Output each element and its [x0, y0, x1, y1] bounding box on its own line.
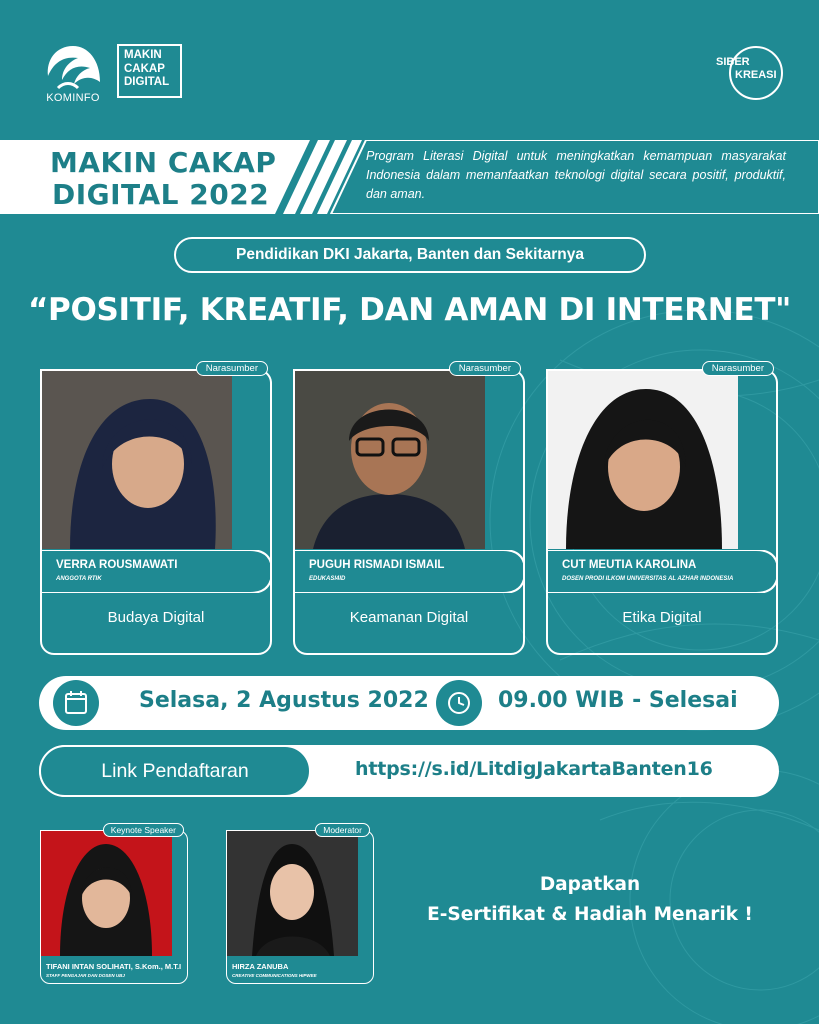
role-tag: Moderator: [315, 823, 370, 837]
card-frame: [226, 830, 374, 984]
region-label: Pendidikan DKI Jakarta, Banten dan Sekitarnya: [174, 237, 646, 273]
speaker-name: VERRA ROUSMAWATI: [56, 559, 178, 571]
siber-logo-line: KREASI: [735, 69, 777, 81]
speaker-affiliation: EDUKASI4ID: [309, 576, 346, 582]
siber-logo-line: SIBER: [716, 56, 750, 68]
card-frame: [40, 830, 188, 984]
mcd-logo-line: DIGITAL: [124, 76, 170, 88]
kominfo-label: KOMINFO: [46, 92, 100, 104]
registration-label: Link Pendaftaran: [39, 745, 311, 797]
moderator-card: [226, 825, 374, 984]
banner-title: DIGITAL 2022: [52, 178, 270, 211]
registration-link[interactable]: https://s.id/LitdigJakartaBanten16: [355, 758, 713, 780]
event-time: 09.00 WIB - Selesai: [498, 688, 738, 713]
role-tag: Keynote Speaker: [103, 823, 184, 837]
speaker-topic: Etika Digital: [622, 609, 702, 626]
keynote-name: TIFANI INTAN SOLIHATI, S.Kom., M.T.I: [46, 962, 182, 971]
speaker-name: CUT MEUTIA KAROLINA: [562, 559, 697, 571]
certificate-line: E-Sertifikat & Hadiah Menarik !: [427, 904, 753, 925]
program-description: Program Literasi Digital untuk meningkatkan kemampuan masyarakat Indonesia dalam memanfaatkan teknologi digital secara positif, produktif, dan aman.: [366, 149, 786, 201]
event-title: “POSITIF, KREATIF, DAN AMAN DI INTERNET": [27, 292, 792, 328]
speaker-topic: Budaya Digital: [107, 609, 205, 626]
speaker-topic: Keamanan Digital: [349, 609, 469, 626]
role-tag: Narasumber: [449, 361, 521, 376]
certificate-line: Dapatkan: [539, 874, 641, 895]
keynote-affiliation: STAFF PENGAJAR DAN DOSEN UBJ: [46, 973, 125, 978]
speaker-affiliation: ANGGOTA RTIK: [56, 576, 102, 582]
speaker-card: [40, 363, 272, 655]
moderator-affiliation: CREATIVE COMMUNICATIONS HIPWEE: [232, 973, 317, 978]
speaker-card: [293, 363, 525, 655]
role-tag: Narasumber: [196, 361, 268, 376]
calendar-icon: [53, 680, 99, 726]
event-date: Selasa, 2 Agustus 2022: [139, 688, 429, 713]
keynote-card: [40, 825, 188, 984]
moderator-name: HIRZA ZANUBA: [232, 962, 289, 971]
speaker-name: PUGUH RISMADI ISMAIL: [309, 559, 445, 571]
makin-cakap-digital-logo: [117, 44, 182, 98]
mcd-logo-line: CAKAP: [124, 62, 165, 75]
banner-title: MAKIN CAKAP: [50, 146, 277, 179]
clock-icon: [436, 680, 482, 726]
mcd-logo-line: MAKIN: [124, 49, 162, 61]
speaker-affiliation: DOSEN PRODI ILKOM UNIVERSITAS AL AZHAR INDONESIA: [562, 576, 734, 582]
speaker-card: [546, 363, 778, 655]
certificate-notice: [400, 870, 780, 930]
role-tag: Narasumber: [702, 361, 774, 376]
